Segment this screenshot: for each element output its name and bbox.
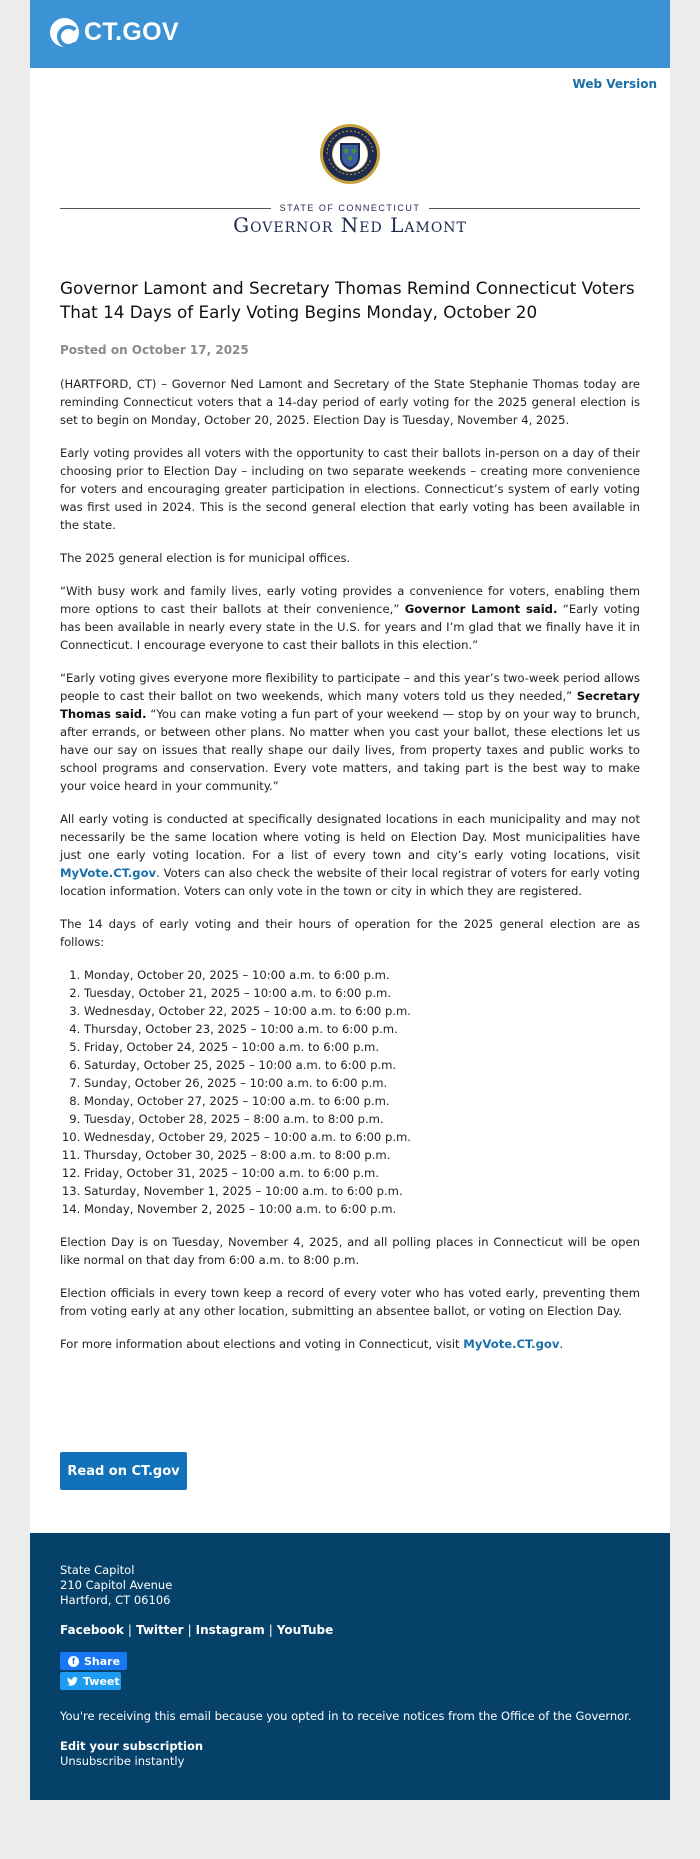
logo-text: CT.GOV [84, 18, 179, 46]
unsubscribe-link[interactable]: Unsubscribe instantly [60, 1754, 185, 1768]
footer [30, 1533, 670, 1800]
article-title: Governor Lamont and Secretary Thomas Remind Connecticut Voters That 14 Days of Early Voting Begins Monday, October 20 [60, 278, 635, 322]
paragraph-benefits: Early voting provides all voters with the opportunity to cast their ballots in-person on a day of their choosing prior to Election Day – including on two separate weekends – creating more convenience for voters and encouraging greater participation in elections. Connecticut’s system of early voting was first used in 2024. This is the second general election that early voting has been available in the state. [60, 446, 640, 532]
edit-subscription-link[interactable]: Edit your subscription [60, 1739, 204, 1753]
email-page [30, 0, 670, 1800]
myvote-link[interactable]: MyVote.CT.gov [60, 866, 157, 880]
list-item: 2. Tuesday, October 21, 2025 – 10:00 a.m. to 6:00 p.m. [84, 984, 640, 1002]
list-item: 3. Wednesday, October 22, 2025 – 10:00 a.m. to 6:00 p.m. [84, 1002, 640, 1020]
ct-seal-icon [319, 123, 381, 185]
facebook-link[interactable]: Facebook [60, 1623, 124, 1637]
separator: | [268, 1623, 273, 1637]
more-info-text: For more information about elections and voting in Connecticut, visit [60, 1337, 460, 1351]
social-links [60, 1623, 333, 1637]
paragraph-locations [60, 810, 640, 900]
youtube-link[interactable]: YouTube [276, 1623, 334, 1637]
list-item: 5. Friday, October 24, 2025 – 10:00 a.m. to 6:00 p.m. [84, 1038, 640, 1056]
paragraph-governor-quote [60, 582, 640, 654]
schedule-list [84, 966, 640, 1218]
paragraph-election-day: Election Day is on Tuesday, November 4, 2025, and all polling places in Connecticut will be open like normal on that day from 6:00 a.m. to 8:00 p.m. [60, 1235, 640, 1267]
list-item: 10. Wednesday, October 29, 2025 – 10:00 a.m. to 6:00 p.m. [84, 1128, 640, 1146]
list-item: 13. Saturday, November 1, 2025 – 10:00 a.m. to 6:00 p.m. [84, 1182, 640, 1200]
tweet-label: Tweet [83, 1674, 120, 1688]
article-body [60, 375, 640, 1368]
paragraph-more-info [60, 1335, 640, 1353]
divider-left [60, 208, 271, 209]
web-version-link[interactable]: Web Version [572, 77, 657, 91]
read-on-ctgov-button[interactable]: Read on CT.gov [60, 1452, 187, 1490]
list-item: 9. Tuesday, October 28, 2025 – 8:00 a.m. to 8:00 p.m. [84, 1110, 640, 1128]
list-item: 1. Monday, October 20, 2025 – 10:00 a.m. to 6:00 p.m. [84, 966, 640, 984]
locations-text-part2: . Voters can also check the website of their local registrar of voters for early voting location information. Voters can only vote in the town or city in which they are registered. [60, 866, 640, 898]
governor-attribution: Governor Lamont said. [404, 602, 558, 616]
governor-quote-part2: “Early voting has been available in nearly every state in the U.S. for years and I’m glad that we finally have it in Connecticut. I encourage everyone to cast their ballots in this election.” [60, 602, 641, 652]
paragraph-schedule-intro: The 14 days of early voting and their hours of operation for the 2025 general election are as follows: [60, 917, 640, 949]
governor-quote-part1: “With busy work and family lives, early voting provides a convenience for voters, enabling them more options to cast their ballots at their convenience,” [60, 584, 640, 616]
state-label: STATE OF CONNECTICUT [279, 203, 421, 213]
footer-address [60, 1563, 172, 1608]
twitter-bird-icon [67, 1677, 78, 1686]
subscription-notice: You're receiving this email because you opted in to receive notices from the Office of the Governor. [60, 1709, 632, 1723]
header-bar [30, 0, 670, 68]
secretary-attribution: Secretary Thomas said. [60, 689, 640, 721]
separator: | [127, 1623, 132, 1637]
twitter-link[interactable]: Twitter [135, 1623, 184, 1637]
list-item: 4. Thursday, October 23, 2025 – 10:00 a.m. to 6:00 p.m. [84, 1020, 640, 1038]
divider-right [429, 208, 640, 209]
secretary-quote-part1: “Early voting gives everyone more flexibility to participate – and this year’s two-week period allows people to cast their ballot on two weekends, which many voters told us they needed,” [60, 671, 640, 703]
paragraph-records: Election officials in every town keep a record of every voter who has voted early, preventing them from voting early at any other location, submitting an absentee ballot, or voting on Election Day. [60, 1286, 640, 1318]
list-item: 7. Sunday, October 26, 2025 – 10:00 a.m. to 6:00 p.m. [84, 1074, 640, 1092]
address-line: 210 Capitol Avenue [60, 1578, 173, 1592]
secretary-quote-part2: “You can make voting a fun part of your weekend — stop by on your way to brunch, after errands, or between other plans. No matter when you cast your ballot, these elections let us have our say on issues that really shape our daily lives, from property taxes and public works to school programs and conservation. Every vote matters, and taking part is the best way to make your voice heard in your community.” [60, 707, 641, 793]
tweet-button[interactable] [60, 1672, 121, 1690]
separator: | [187, 1623, 192, 1637]
paragraph-intro: (HARTFORD, CT) – Governor Ned Lamont and Secretary of the State Stephanie Thomas today are reminding Connecticut voters that a 14-day period of early voting for the 2025 general election is set to begin on Monday, October 20, 2025. Election Day is Tuesday, November 4, 2025. [60, 377, 640, 427]
myvote-link-footer[interactable]: MyVote.CT.gov [463, 1337, 560, 1351]
governor-name: Governor Ned Lamont [233, 213, 467, 237]
address-line: State Capitol [60, 1563, 135, 1577]
list-item: 8. Monday, October 27, 2025 – 10:00 a.m. to 6:00 p.m. [84, 1092, 640, 1110]
state-seal [30, 123, 670, 185]
ct-logo-icon [50, 18, 79, 47]
list-item: 6. Saturday, October 25, 2025 – 10:00 a.m. to 6:00 p.m. [84, 1056, 640, 1074]
list-item: 11. Thursday, October 30, 2025 – 8:00 a.m. to 8:00 p.m. [84, 1146, 640, 1164]
facebook-icon: f [68, 1656, 79, 1667]
share-label: Share [84, 1654, 121, 1668]
facebook-share-button[interactable] [60, 1652, 127, 1670]
list-item: 14. Monday, November 2, 2025 – 10:00 a.m. to 6:00 p.m. [84, 1200, 640, 1218]
address-line: Hartford, CT 06106 [60, 1593, 171, 1607]
instagram-link[interactable]: Instagram [195, 1623, 265, 1637]
ct-gov-logo[interactable] [50, 18, 179, 47]
more-info-period: . [559, 1337, 564, 1351]
posted-date: Posted on October 17, 2025 [60, 343, 249, 357]
list-item: 12. Friday, October 31, 2025 – 10:00 a.m. to 6:00 p.m. [84, 1164, 640, 1182]
locations-text-part1: All early voting is conducted at specifically designated locations in each municipality and may not necessarily be the same location where voting is held on Election Day. Most municipalities have just one early voting location. For a list of every town and city’s early voting locations, visit [60, 812, 640, 862]
paragraph-municipal: The 2025 general election is for municipal offices. [60, 551, 351, 565]
paragraph-secretary-quote [60, 669, 640, 795]
